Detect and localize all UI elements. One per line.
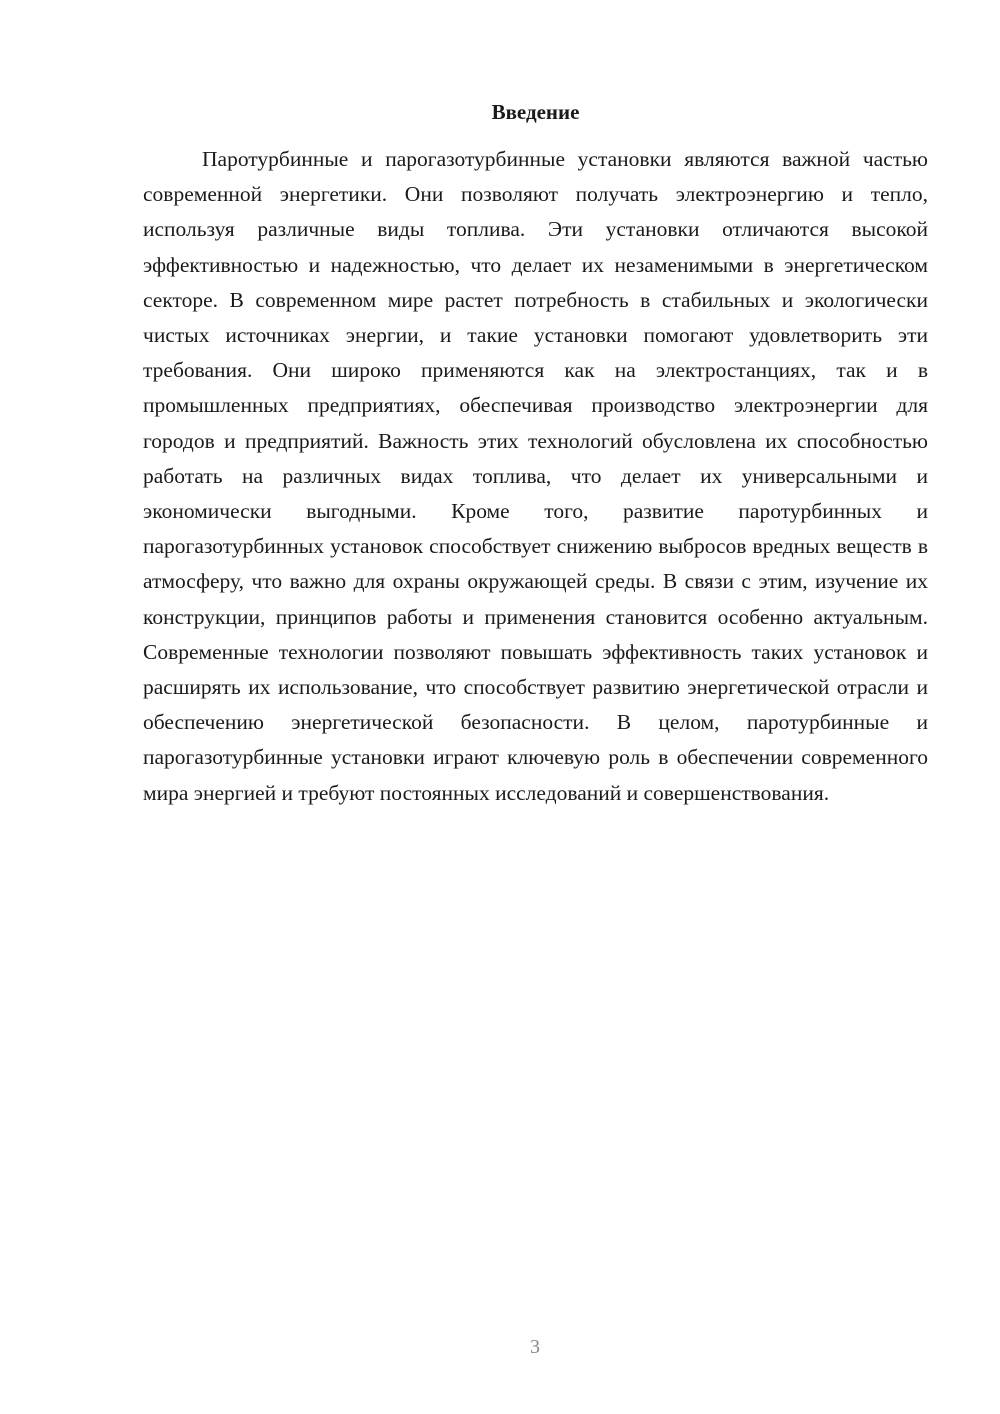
- page-number: 3: [530, 1336, 540, 1358]
- body-paragraph: Паротурбинные и парогазотурбинные установки являются важной частью современной энергетики. Они позволяют получать электроэнергию и тепло, используя различные виды топлива. Эти установки отличаются высокой эффективностью и надежностью, что делает их незаменимыми в энергетическом секторе. В современном мире растет потребность в стабильных и экологически чистых источниках энергии, и такие установки помогают удовлетворить эти требования. Они широко применяются как на электростанциях, так и в промышленных предприятиях, обеспечивая производство электроэнергии для городов и предприятий. Важность этих технологий обусловлена их способностью работать на различных видах топлива, что делает их универсальными и экономически выгодными. Кроме того, развитие паротурбинных и парогазотурбинных установок способствует снижению выбросов вредных веществ в атмосферу, что важно для охраны окружающей среды. В связи с этим, изучение их конструкции, принципов работы и применения становится особенно актуальным. Современные технологии позволяют повышать эффективность таких установок и расширять их использование, что способствует развитию энергетической отрасли и обеспечению энергетической безопасности. В целом, паротурбинные и парогазотурбинные установки играют ключевую роль в обеспечении современного мира энергией и требуют постоянных исследований и совершенствования.: [143, 147, 928, 805]
- section-heading: Введение: [491, 100, 580, 124]
